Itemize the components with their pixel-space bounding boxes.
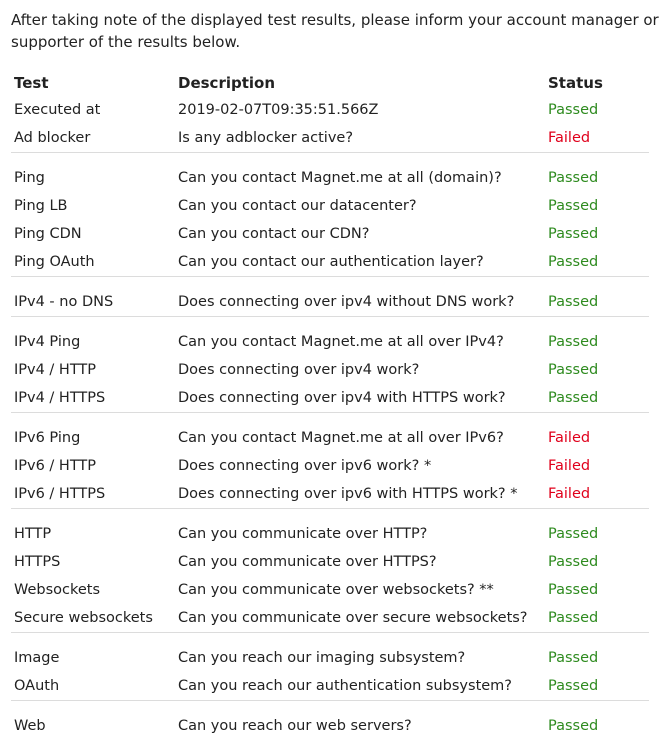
test-description-cell: Can you reach our web servers?: [175, 701, 545, 740]
test-description-cell: Can you reach our imaging subsystem?: [175, 633, 545, 673]
test-status-cell: Failed: [545, 124, 649, 153]
test-name-cell: IPv4 / HTTP: [11, 356, 175, 384]
test-status-cell: Passed: [545, 96, 649, 124]
table-row: [11, 576, 649, 604]
test-description-cell: Can you contact Magnet.me at all over IPv4?: [175, 317, 545, 357]
test-name-cell: IPv6 / HTTPS: [11, 480, 175, 509]
test-status-cell: Failed: [545, 452, 649, 480]
table-row: [11, 548, 649, 576]
table-header-row: [11, 70, 649, 96]
test-name-cell: Ping CDN: [11, 220, 175, 248]
table-row: [11, 672, 649, 701]
test-description-cell: Can you contact our CDN?: [175, 220, 545, 248]
test-description-cell: Can you contact our datacenter?: [175, 192, 545, 220]
test-name-cell: Ping: [11, 153, 175, 193]
test-name-cell: IPv4 / HTTPS: [11, 384, 175, 413]
test-status-cell: Failed: [545, 413, 649, 453]
table-row: [11, 384, 649, 413]
test-status-cell: Failed: [545, 480, 649, 509]
test-status-cell: Passed: [545, 356, 649, 384]
test-status-cell: Passed: [545, 317, 649, 357]
test-description-cell: Can you communicate over secure websockets?: [175, 604, 545, 633]
test-status-cell: Passed: [545, 277, 649, 317]
table-row: [11, 248, 649, 277]
test-description-cell: Does connecting over ipv4 with HTTPS work?: [175, 384, 545, 413]
table-row: [11, 701, 649, 740]
column-header-test: Test: [11, 70, 175, 96]
column-header-description: Description: [175, 70, 545, 96]
test-status-cell: Passed: [545, 248, 649, 277]
test-description-cell: Can you communicate over HTTPS?: [175, 548, 545, 576]
test-name-cell: IPv6 Ping: [11, 413, 175, 453]
test-results-table: [11, 70, 649, 740]
test-results-body: [11, 96, 649, 740]
column-header-status: Status: [545, 70, 649, 96]
test-status-cell: Passed: [545, 576, 649, 604]
test-description-cell: Can you reach our authentication subsystem?: [175, 672, 545, 701]
table-row: [11, 277, 649, 317]
test-name-cell: Ping LB: [11, 192, 175, 220]
test-description-cell: Can you contact Magnet.me at all (domain)?: [175, 153, 545, 193]
test-name-cell: OAuth: [11, 672, 175, 701]
test-description-cell: Is any adblocker active?: [175, 124, 545, 153]
test-status-cell: Passed: [545, 672, 649, 701]
test-description-cell: Does connecting over ipv4 work?: [175, 356, 545, 384]
test-status-cell: Passed: [545, 153, 649, 193]
test-name-cell: Websockets: [11, 576, 175, 604]
test-name-cell: Secure websockets: [11, 604, 175, 633]
test-status-cell: Passed: [545, 220, 649, 248]
table-row: [11, 633, 649, 673]
test-name-cell: Image: [11, 633, 175, 673]
table-row: [11, 124, 649, 153]
test-status-cell: Passed: [545, 192, 649, 220]
test-description-cell: 2019-02-07T09:35:51.566Z: [175, 96, 545, 124]
test-name-cell: Web: [11, 701, 175, 740]
test-description-cell: Can you communicate over HTTP?: [175, 509, 545, 549]
test-description-cell: Can you contact Magnet.me at all over IPv6?: [175, 413, 545, 453]
test-name-cell: HTTPS: [11, 548, 175, 576]
test-status-cell: Passed: [545, 384, 649, 413]
table-row: [11, 452, 649, 480]
test-status-cell: Passed: [545, 604, 649, 633]
table-row: [11, 356, 649, 384]
test-name-cell: IPv4 - no DNS: [11, 277, 175, 317]
table-row: [11, 96, 649, 124]
table-row: [11, 604, 649, 633]
test-description-cell: Does connecting over ipv6 work? *: [175, 452, 545, 480]
table-row: [11, 220, 649, 248]
test-name-cell: Executed at: [11, 96, 175, 124]
table-row: [11, 153, 649, 193]
table-row: [11, 509, 649, 549]
test-status-cell: Passed: [545, 701, 649, 740]
table-row: [11, 413, 649, 453]
table-row: [11, 317, 649, 357]
test-name-cell: Ping OAuth: [11, 248, 175, 277]
intro-text: After taking note of the displayed test results, please inform your account manager or supporter of the results below.: [11, 9, 661, 53]
test-status-cell: Passed: [545, 509, 649, 549]
test-status-cell: Passed: [545, 633, 649, 673]
table-row: [11, 192, 649, 220]
table-row: [11, 480, 649, 509]
test-name-cell: IPv4 Ping: [11, 317, 175, 357]
test-description-cell: Can you contact our authentication layer?: [175, 248, 545, 277]
test-name-cell: IPv6 / HTTP: [11, 452, 175, 480]
test-description-cell: Does connecting over ipv4 without DNS work?: [175, 277, 545, 317]
test-description-cell: Can you communicate over websockets? **: [175, 576, 545, 604]
test-description-cell: Does connecting over ipv6 with HTTPS work? *: [175, 480, 545, 509]
test-status-cell: Passed: [545, 548, 649, 576]
test-name-cell: HTTP: [11, 509, 175, 549]
test-name-cell: Ad blocker: [11, 124, 175, 153]
